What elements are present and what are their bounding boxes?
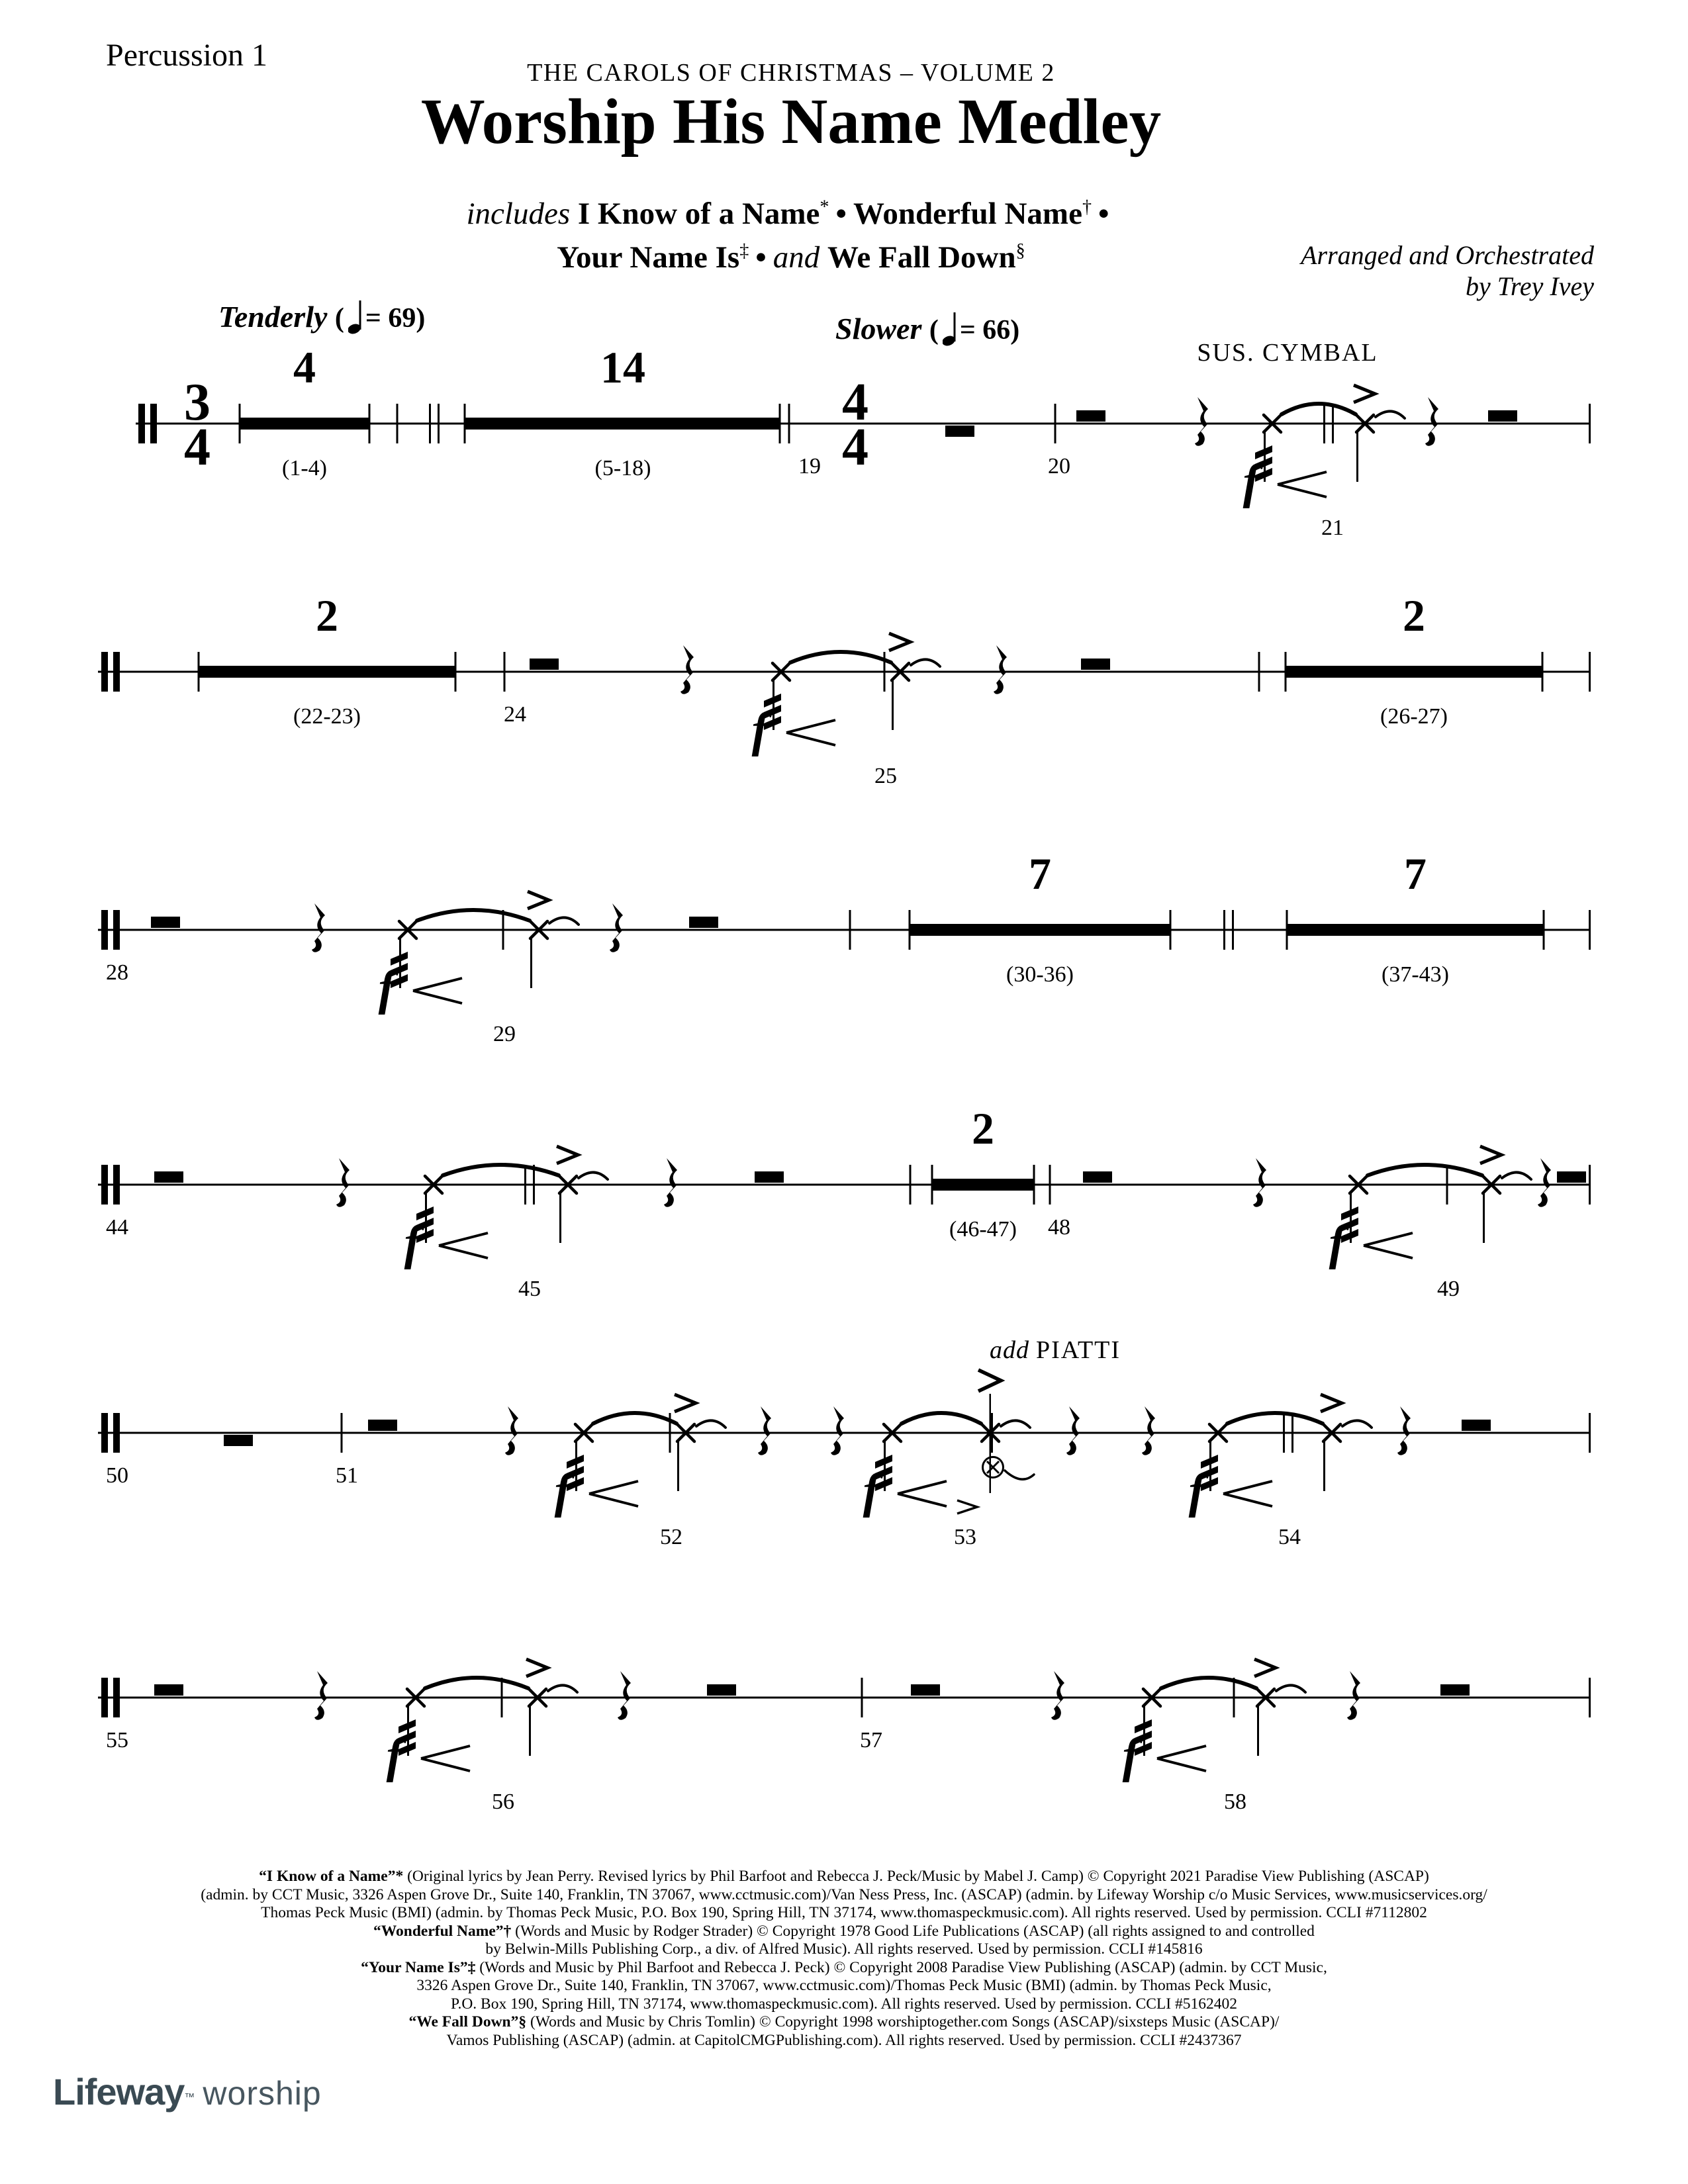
- quarter-rest: [1066, 1406, 1080, 1455]
- whole-rest: [945, 426, 974, 437]
- half-rest: [1488, 410, 1517, 422]
- barline: [861, 1678, 863, 1717]
- quarter-rest: [1253, 1158, 1266, 1207]
- multirest-count: 7: [1404, 848, 1427, 899]
- time-signature-numerator: 4: [842, 373, 868, 432]
- multirest-count: 2: [316, 590, 338, 641]
- system-4: [98, 1103, 1591, 1301]
- multimeasure-rest: [1285, 590, 1544, 729]
- half-rest: [154, 1171, 183, 1183]
- tie: [417, 910, 530, 921]
- half-rest: [1083, 1171, 1112, 1183]
- time-signature-numerator: 3: [184, 373, 211, 432]
- multirest-count: 2: [1403, 590, 1425, 641]
- note-stem: [1323, 1439, 1325, 1491]
- crescendo-hairpin: [898, 1481, 947, 1506]
- multirest-count: 2: [972, 1103, 994, 1154]
- and-label: and: [773, 240, 820, 275]
- let-vibrate-tie: [579, 1172, 608, 1179]
- accent: [675, 1394, 696, 1412]
- tempo-bpm: = 66): [959, 315, 1020, 345]
- measure-number: 53: [954, 1525, 976, 1549]
- dynamic-f: f: [404, 1216, 421, 1270]
- half-rest: [1557, 1171, 1586, 1183]
- dynamic-f: f: [1243, 455, 1260, 509]
- barline: [910, 1165, 912, 1205]
- copyright-block: [0, 1868, 1688, 2050]
- let-vibrate-tie: [548, 1685, 577, 1692]
- multimeasure-rest: [1286, 848, 1545, 987]
- staff-line: [98, 1184, 1591, 1186]
- barline: [884, 652, 886, 692]
- measure-number: 20: [1048, 454, 1070, 478]
- half-rest: [368, 1420, 397, 1431]
- quarter-rest: [505, 1406, 518, 1455]
- accent: [526, 1659, 547, 1676]
- quarter-rest: [314, 1671, 328, 1720]
- double-barline: [1291, 1413, 1293, 1453]
- arranger-credit-line-2: by Trey Ivey: [1466, 271, 1594, 301]
- crescendo-hairpin: [439, 1233, 488, 1258]
- measure-number: 28: [106, 960, 128, 985]
- note-stem: [677, 1439, 679, 1491]
- system-5: [98, 1336, 1591, 1549]
- measure-number: 21: [1321, 516, 1344, 540]
- trademark-symbol: ™: [184, 2092, 195, 2103]
- note-stem: [1356, 430, 1358, 482]
- multimeasure-rest: [239, 342, 371, 480]
- piatti-note: [983, 1457, 1004, 1478]
- song-title-4: We Fall Down: [827, 240, 1016, 275]
- barline: [501, 1678, 503, 1717]
- arranger-credit-line-1: Arranged and Orchestrated: [1301, 240, 1594, 270]
- accent: [1480, 1146, 1501, 1163]
- barline: [1589, 652, 1591, 692]
- double-barline: [1283, 1413, 1285, 1453]
- accent: [1354, 385, 1375, 402]
- tempo-paren: (: [334, 303, 344, 334]
- let-vibrate-tie: [1276, 1685, 1305, 1692]
- multirest-range: (1-4): [282, 456, 327, 480]
- barline: [669, 1413, 671, 1453]
- song-credit-title: “Your Name Is”‡: [361, 1958, 476, 1976]
- note-stem: [559, 1191, 561, 1243]
- accent: [1321, 1394, 1342, 1412]
- note-stem: [1483, 1191, 1485, 1243]
- song-title-1: I Know of a Name: [577, 197, 820, 231]
- accent: [978, 1370, 1001, 1391]
- multimeasure-rest: [464, 342, 781, 480]
- copyright-line: “Your Name Is”‡ (Words and Music by Phil Barfoot and Rebecca J. Peck) © Copyright 2008 Paradise View Publishing (ASCAP) (admin. by CCT Music,: [361, 1958, 1327, 1976]
- double-barline: [429, 404, 431, 443]
- let-vibrate-tie: [549, 917, 579, 925]
- measure-number: 52: [660, 1525, 682, 1549]
- double-barline: [1323, 404, 1325, 443]
- half-rest: [1462, 1420, 1491, 1431]
- quarter-rest: [610, 903, 623, 952]
- system-6: [98, 1659, 1591, 1814]
- tie: [902, 1413, 981, 1424]
- measure-number: 51: [336, 1463, 358, 1488]
- copyright-line: “Wonderful Name”† (Words and Music by Rodger Strader) © Copyright 1978 Good Life Publications (ASCAP) (all rights assigned to and controlled: [373, 1922, 1315, 1940]
- measure-number: 49: [1437, 1277, 1460, 1301]
- multirest-range: (5-18): [594, 456, 651, 480]
- measure-number: 25: [874, 764, 897, 788]
- multirest-count: 7: [1029, 848, 1051, 899]
- dynamic-f: f: [751, 703, 769, 757]
- barline: [1055, 404, 1056, 443]
- let-vibrate-tie: [1376, 411, 1405, 418]
- tempo-name: Slower: [835, 312, 922, 345]
- barline: [1233, 1678, 1235, 1717]
- copyright-line: 3326 Aspen Grove Dr., Suite 140, Franklin, TN 37067, www.cctmusic.com)/Thomas Peck Music (BMI) (admin. by Thomas Peck Music,: [416, 1977, 1272, 1994]
- let-vibrate-tie: [1005, 1471, 1034, 1479]
- accent: [528, 891, 549, 909]
- song-credit-title: “I Know of a Name”*: [259, 1868, 404, 1885]
- instrument-name: Percussion 1: [106, 38, 267, 73]
- double-barline: [1223, 910, 1225, 950]
- barline: [1589, 404, 1591, 443]
- crescendo-hairpin: [1364, 1233, 1413, 1258]
- page-title: Worship His Name Medley: [420, 86, 1162, 157]
- quarter-rest: [312, 903, 325, 952]
- crescendo-hairpin: [413, 978, 462, 1003]
- measure-number: 29: [493, 1022, 516, 1046]
- lifeway-worship-logo: [53, 2070, 322, 2113]
- time-signature-denominator: 4: [842, 418, 868, 477]
- crescendo-hairpin: [421, 1746, 470, 1771]
- measure-number: 19: [798, 454, 821, 478]
- multirest-count: 14: [600, 342, 645, 392]
- quarter-rest: [1397, 1406, 1411, 1455]
- series-title: THE CAROLS OF CHRISTMAS – VOLUME 2: [527, 59, 1055, 87]
- half-rest: [151, 917, 180, 928]
- half-rest: [1076, 410, 1105, 422]
- barline: [1258, 652, 1260, 692]
- multirest-count: 4: [293, 342, 316, 392]
- song-sup-4: §: [1015, 240, 1025, 261]
- copyright-line: P.O. Box 190, Spring Hill, TN 37174, www.thomaspeckmusic.com). All rights reserved. Used by permission. CCLI #5162402: [451, 1995, 1237, 2013]
- logo-brand: Lifeway: [53, 2071, 185, 2113]
- time-signature-denominator: 4: [184, 418, 211, 477]
- half-rest: [154, 1684, 183, 1696]
- copyright-line: “I Know of a Name”* (Original lyrics by Jean Perry. Revised lyrics by Phil Barfoot and Rebecca J. Peck/Music by Mabel J. Camp) © Copyright 2021 Paradise View Publishing (ASCAP): [259, 1868, 1429, 1885]
- bullet-separator: •: [1098, 197, 1109, 231]
- measure-number: 50: [106, 1463, 128, 1488]
- tie: [593, 1413, 677, 1424]
- crescendo-hairpin: [589, 1481, 638, 1506]
- tie: [1227, 1413, 1323, 1424]
- song-credit-title: “Wonderful Name”†: [373, 1922, 512, 1940]
- measure-number: 54: [1278, 1525, 1301, 1549]
- accent: [557, 1146, 578, 1163]
- let-vibrate-tie: [1001, 1420, 1030, 1428]
- quarter-rest: [1195, 397, 1208, 446]
- double-barline: [438, 404, 440, 443]
- song-sup-2: †: [1082, 197, 1092, 218]
- let-vibrate-tie: [911, 659, 940, 666]
- whole-rest: [224, 1435, 253, 1446]
- quarter-rest: [1347, 1671, 1360, 1720]
- measure-number: 55: [106, 1728, 128, 1752]
- measure-number: 48: [1048, 1215, 1070, 1240]
- quarter-rest: [618, 1671, 631, 1720]
- barline: [397, 404, 399, 443]
- crescendo-hairpin: [1223, 1481, 1272, 1506]
- half-rest: [755, 1171, 784, 1183]
- measure-number: 58: [1224, 1790, 1246, 1814]
- includes-label: includes: [466, 197, 571, 231]
- quarter-rest: [1425, 397, 1438, 446]
- tempo-paren: (: [929, 315, 939, 345]
- note-stem: [529, 1704, 531, 1756]
- note-stem: [530, 936, 532, 988]
- let-vibrate-tie: [696, 1420, 726, 1428]
- tie: [1368, 1165, 1482, 1175]
- quarter-rest: [1538, 1158, 1551, 1207]
- quarter-rest: [994, 645, 1007, 694]
- barline: [1589, 910, 1591, 950]
- quarter-rest: [1051, 1671, 1064, 1720]
- bullet-separator: •: [835, 197, 847, 231]
- tie: [425, 1678, 528, 1688]
- let-vibrate-tie: [1502, 1172, 1531, 1179]
- barline: [1446, 1165, 1448, 1205]
- note-stem: [892, 678, 894, 730]
- quarter-rest: [1142, 1406, 1155, 1455]
- double-barline: [1332, 404, 1334, 443]
- copyright-line: (admin. by CCT Music, 3326 Aspen Grove Dr., Suite 140, Franklin, TN 37067, www.cctmusic.com)/Van Ness Press, Inc. (ASCAP) (admin. by Lifeway Worship c/o Music Services, www.musicservices.org/: [201, 1886, 1487, 1903]
- barline: [849, 910, 851, 950]
- add-piatti-label: [990, 1336, 1121, 1364]
- double-barline: [524, 1165, 526, 1205]
- measure-number: 45: [518, 1277, 541, 1301]
- crescendo-hairpin: [1157, 1746, 1206, 1771]
- copyright-line: by Belwin-Mills Publishing Corp., a div. of Alfred Music). All rights reserved. Used by permission. CCLI #145816: [485, 1940, 1203, 1958]
- barline: [1049, 1165, 1051, 1205]
- system-3: [98, 848, 1591, 1046]
- song-sup-1: *: [820, 197, 829, 218]
- song-title-2: Wonderful Name: [853, 197, 1082, 231]
- quarter-rest: [664, 1158, 677, 1207]
- quarter-rest: [336, 1158, 350, 1207]
- dynamic-f: f: [1122, 1729, 1139, 1783]
- multimeasure-rest: [198, 590, 457, 729]
- half-rest: [1440, 1684, 1470, 1696]
- barline: [1589, 1413, 1591, 1453]
- quarter-rest: [680, 645, 694, 694]
- accent: [889, 633, 910, 651]
- crescendo-hairpin: [786, 720, 835, 745]
- let-vibrate-tie: [1342, 1420, 1372, 1428]
- song-credit-title: “We Fall Down”§: [408, 2013, 527, 2030]
- multimeasure-rest: [931, 1103, 1035, 1242]
- measure-number: 24: [504, 702, 526, 727]
- copyright-line: “We Fall Down”§ (Words and Music by Chris Tomlin) © Copyright 1998 worshiptogether.com Songs (ASCAP)/sixsteps Music (ASCAP)/: [408, 2013, 1280, 2030]
- tie: [1161, 1678, 1256, 1688]
- bullet-separator: •: [755, 240, 767, 275]
- half-rest: [1081, 659, 1110, 670]
- barline: [341, 1413, 343, 1453]
- accent: [1254, 1659, 1276, 1676]
- copyright-line: Thomas Peck Music (BMI) (admin. by Thomas Peck Music, P.O. Box 190, Spring Hill, TN 37174, www.thomaspeckmusic.com). All rights reserved. Used by permission. CCLI #7112802: [261, 1904, 1427, 1921]
- staff-line: [98, 1432, 1591, 1434]
- dynamic-f: f: [863, 1464, 880, 1518]
- accent: [957, 1500, 977, 1514]
- half-rest: [689, 917, 718, 928]
- double-barline: [1232, 910, 1234, 950]
- logo-word: worship: [203, 2075, 322, 2112]
- note-stem: [1257, 1704, 1259, 1756]
- barline: [1589, 1678, 1591, 1717]
- system-2: [98, 590, 1591, 788]
- sus-cymbal-label: SUS. CYMBAL: [1197, 339, 1378, 367]
- multirest-range: (46-47): [949, 1217, 1017, 1242]
- dynamic-f: f: [1329, 1216, 1346, 1270]
- half-rest: [530, 659, 559, 670]
- measure-number: 56: [492, 1790, 514, 1814]
- tie: [443, 1165, 559, 1175]
- dynamic-f: f: [386, 1729, 403, 1783]
- dynamic-f: f: [554, 1464, 571, 1518]
- song-sup-3: ‡: [739, 240, 749, 261]
- dynamic-f: f: [1188, 1464, 1205, 1518]
- quarter-rest: [758, 1406, 771, 1455]
- barline: [502, 910, 504, 950]
- crescendo-hairpin: [1278, 472, 1327, 497]
- measure-number: 57: [860, 1728, 882, 1752]
- barline: [788, 404, 790, 443]
- multirest-range: (37-43): [1382, 962, 1449, 987]
- tie: [1282, 404, 1356, 414]
- tie: [790, 652, 891, 662]
- system-1: [136, 339, 1591, 540]
- multirest-range: (22-23): [293, 704, 361, 729]
- tempo-bpm: = 69): [365, 303, 426, 334]
- multimeasure-rest: [909, 848, 1172, 987]
- add-label: add: [989, 1336, 1029, 1364]
- tempo-name: Tenderly: [218, 300, 328, 334]
- barline: [504, 652, 506, 692]
- measure-number: 44: [106, 1215, 128, 1240]
- song-title-3: Your Name Is: [557, 240, 740, 275]
- multirest-range: (26-27): [1380, 704, 1448, 729]
- multirest-range: (30-36): [1006, 962, 1074, 987]
- double-barline: [533, 1165, 535, 1205]
- barline: [1589, 1165, 1591, 1205]
- half-rest: [707, 1684, 736, 1696]
- half-rest: [911, 1684, 940, 1696]
- piatti-label: PIATTI: [1035, 1336, 1121, 1364]
- copyright-line: Vamos Publishing (ASCAP) (admin. at CapitolCMGPublishing.com). All rights reserved. Used by permission. CCLI #2437367: [446, 2031, 1242, 2049]
- dynamic-f: f: [378, 961, 395, 1015]
- quarter-rest: [831, 1406, 844, 1455]
